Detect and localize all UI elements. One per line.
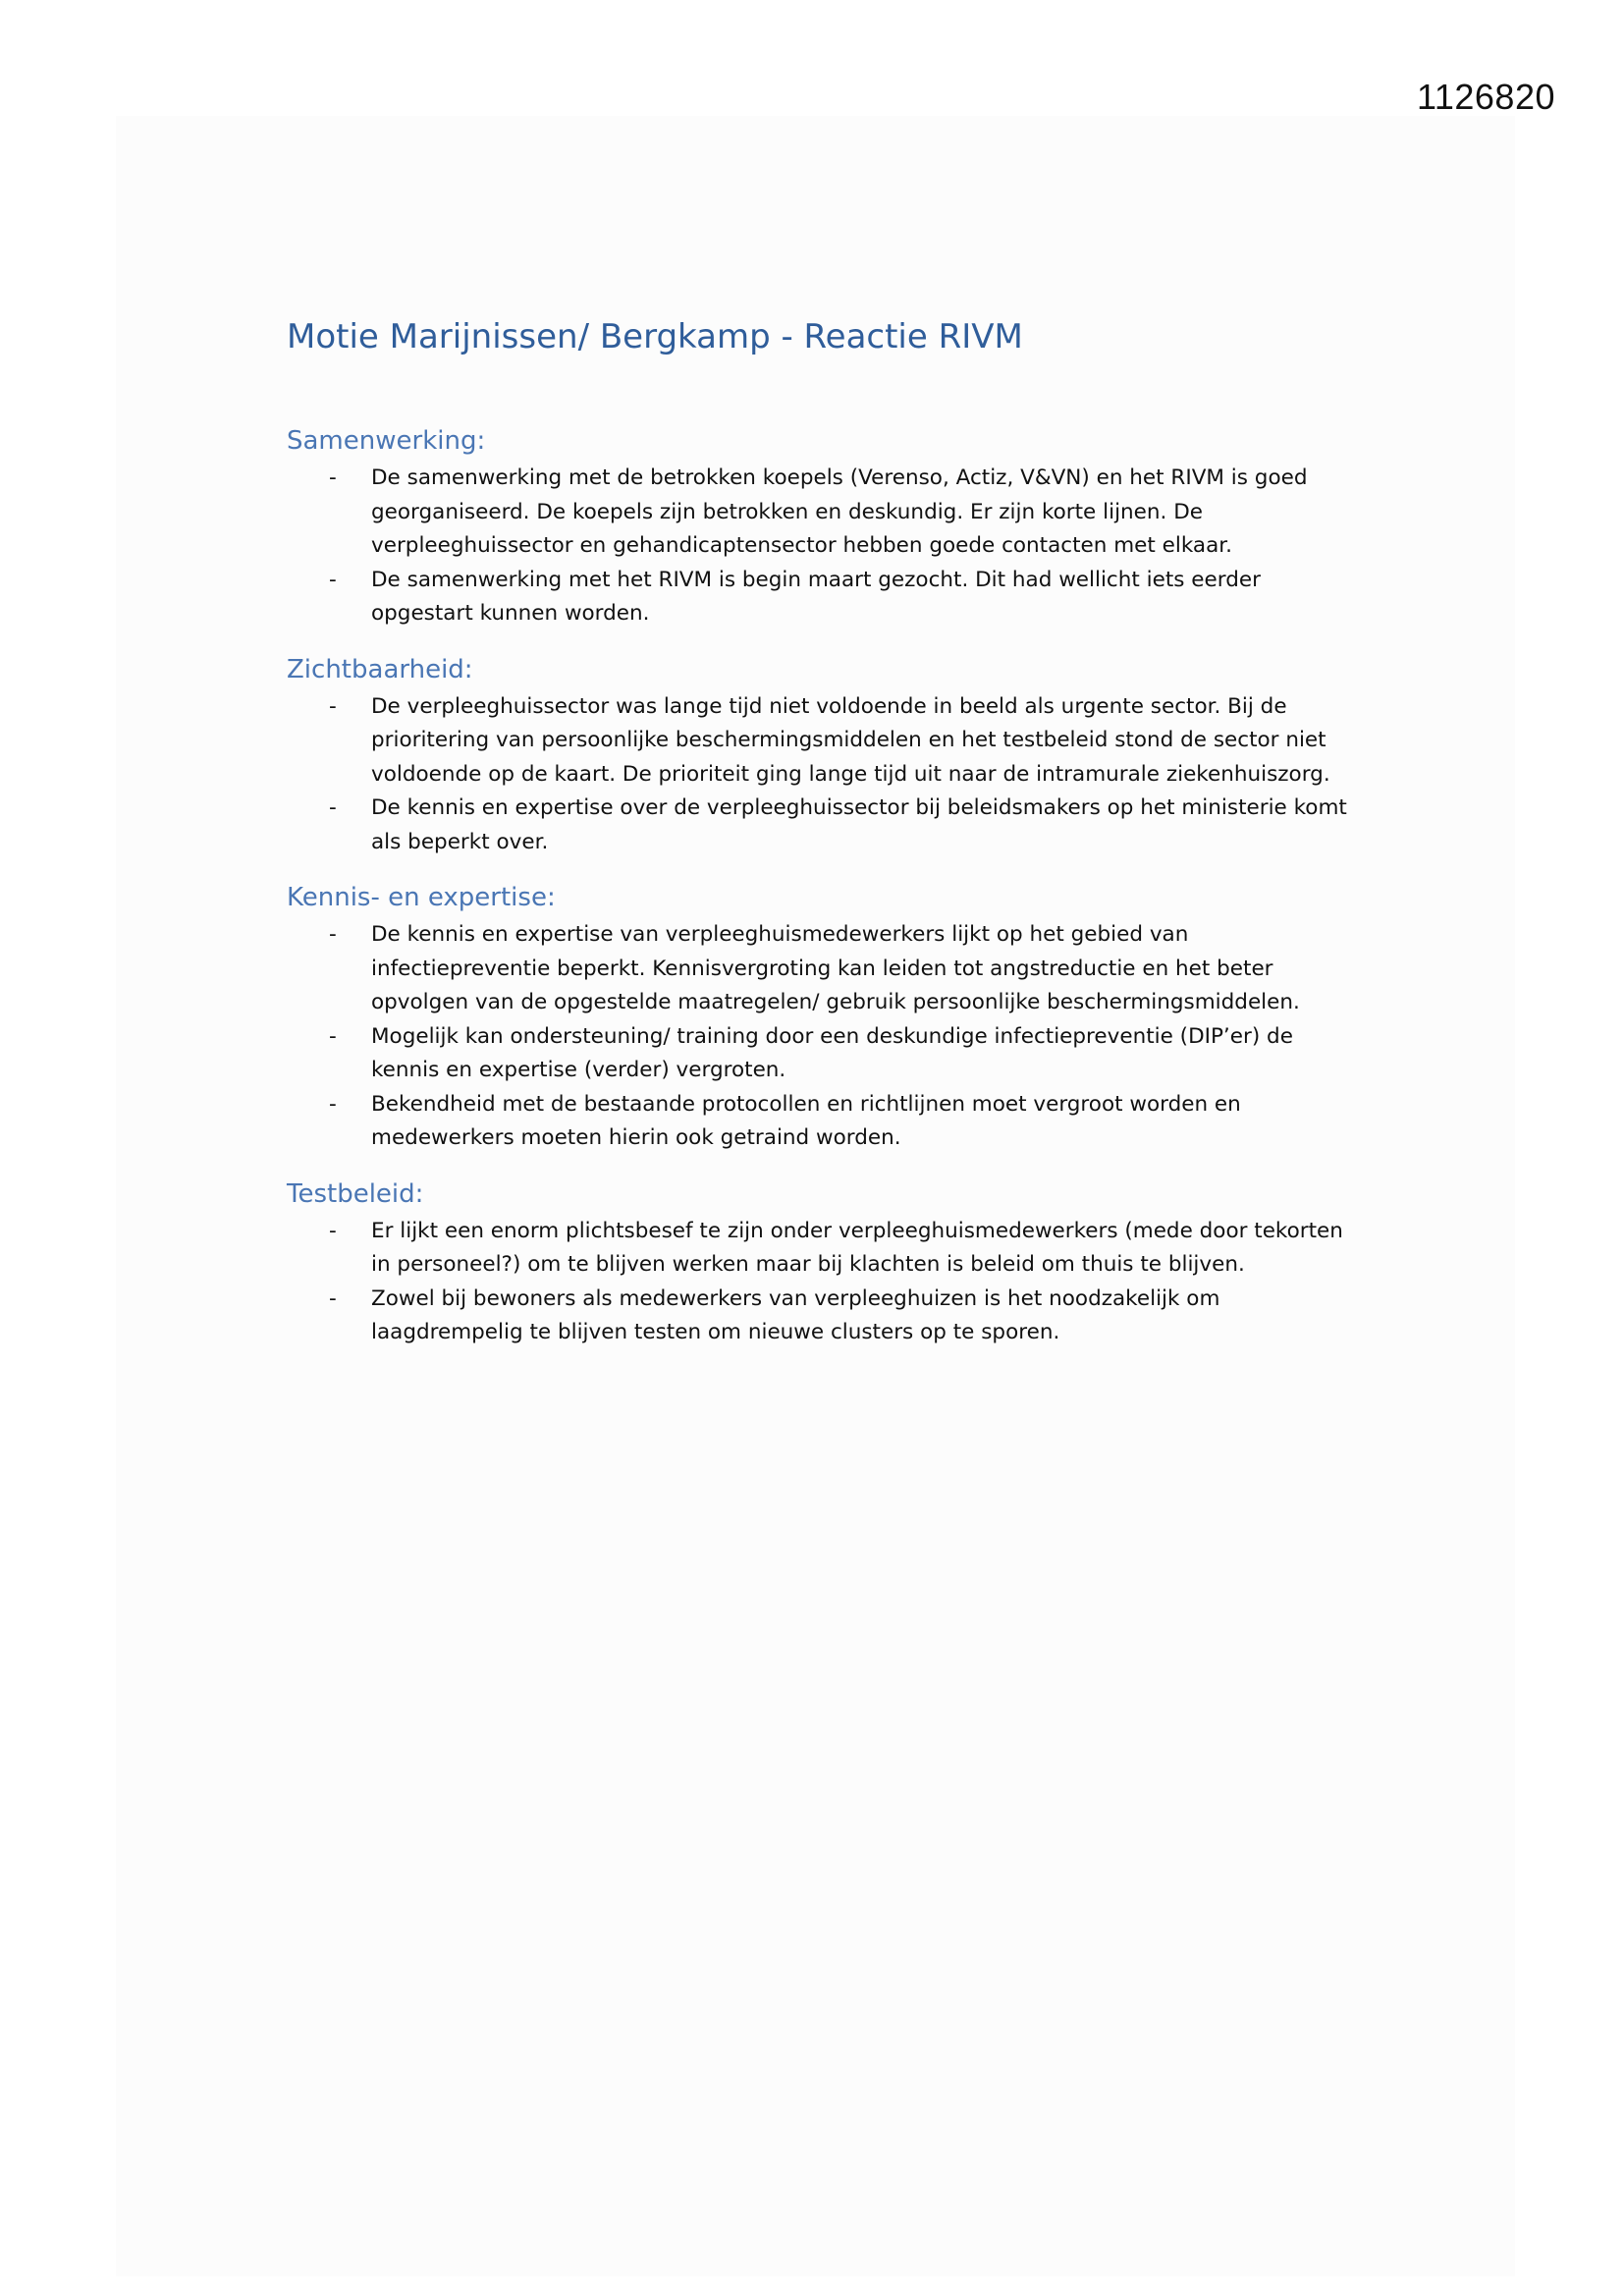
bullet-item xyxy=(287,564,1357,631)
bullet-marker: - xyxy=(329,1091,337,1117)
bullet-text: De samenwerking met de betrokken koepels (Verenso, Actiz, V&VN) en het RIVM is goed georganiseerd. De koepels zijn betrokken en deskundig. Er zijn korte lijnen. De verpleeghuissector en gehandicaptensector hebben goede contacten met elkaar. xyxy=(371,465,1308,558)
bullet-item xyxy=(287,918,1357,1020)
bullet-marker: - xyxy=(329,795,337,820)
document-number: 1126820 xyxy=(1417,77,1555,117)
section-testbeleid xyxy=(287,1175,1357,1350)
bullet-text: De kennis en expertise van verpleeghuismedewerkers lijkt op het gebied van infectiepreventie beperkt. Kennisvergroting kan leiden tot angstreductie en het beter opvolgen van de opgestelde maatregelen/ gebruik persoonlijke beschermingsmiddelen. xyxy=(371,922,1300,1014)
bullet-text: Mogelijk kan ondersteuning/ training door een deskundige infectiepreventie (DIP’er) de kennis en expertise (verder) vergroten. xyxy=(371,1023,1293,1082)
bullet-text: Er lijkt een enorm plichtsbesef te zijn onder verpleeghuismedewerkers (mede door tekorten in personeel?) om te blijven werken maar bij klachten is beleid om thuis te blijven. xyxy=(371,1218,1343,1277)
section-heading: Kennis- en expertise: xyxy=(287,883,556,912)
section-heading: Testbeleid: xyxy=(287,1178,424,1209)
bullet-text: Bekendheid met de bestaande protocollen en richtlijnen moet vergroot worden en medewerkers moeten hierin ook getraind worden. xyxy=(371,1091,1241,1150)
bullet-marker: - xyxy=(329,922,337,947)
bullet-marker: - xyxy=(329,693,337,719)
bullet-item xyxy=(287,792,1357,859)
section-heading: Zichtbaarheid: xyxy=(287,654,473,684)
bullet-text: Zowel bij bewoners als medewerkers van verpleeghuizen is het noodzakelijk om laagdrempelig te blijven testen om nieuwe clusters op te sporen. xyxy=(371,1285,1220,1344)
bullet-item xyxy=(287,1088,1357,1156)
bullet-marker: - xyxy=(329,567,337,592)
bullet-item xyxy=(287,462,1357,564)
bullet-text: De samenwerking met het RIVM is begin maart gezocht. Dit had wellicht iets eerder opgestart kunnen worden. xyxy=(371,567,1261,626)
bullet-list xyxy=(287,918,1357,1156)
bullet-list xyxy=(287,462,1357,631)
bullet-text: De kennis en expertise over de verpleeghuissector bij beleidsmakers op het ministerie komt als beperkt over. xyxy=(371,795,1347,854)
bullet-item xyxy=(287,1215,1357,1283)
bullet-marker: - xyxy=(329,1023,337,1049)
bullet-item xyxy=(287,1283,1357,1350)
bullet-list xyxy=(287,1215,1357,1350)
bullet-list xyxy=(287,690,1357,860)
bullet-marker: - xyxy=(329,1218,337,1243)
section-samenwerking xyxy=(287,422,1357,631)
section-heading: Samenwerking: xyxy=(287,426,486,456)
bullet-item xyxy=(287,690,1357,793)
document-body xyxy=(287,312,1357,1370)
bullet-item xyxy=(287,1020,1357,1088)
section-kennis-en-expertise xyxy=(287,879,1357,1156)
document-title: Motie Marijnissen/ Bergkamp - Reactie RIVM xyxy=(287,317,1023,356)
bullet-marker: - xyxy=(329,465,337,490)
bullet-text: De verpleeghuissector was lange tijd niet voldoende in beeld als urgente sector. Bij de prioritering van persoonlijke beschermingsmiddelen en het testbeleid stond de sector niet voldoende op de kaart. De prioriteit ging lange tijd uit naar de intramurale ziekenhuiszorg. xyxy=(371,693,1330,787)
bullet-marker: - xyxy=(329,1285,337,1311)
section-zichtbaarheid xyxy=(287,651,1357,860)
